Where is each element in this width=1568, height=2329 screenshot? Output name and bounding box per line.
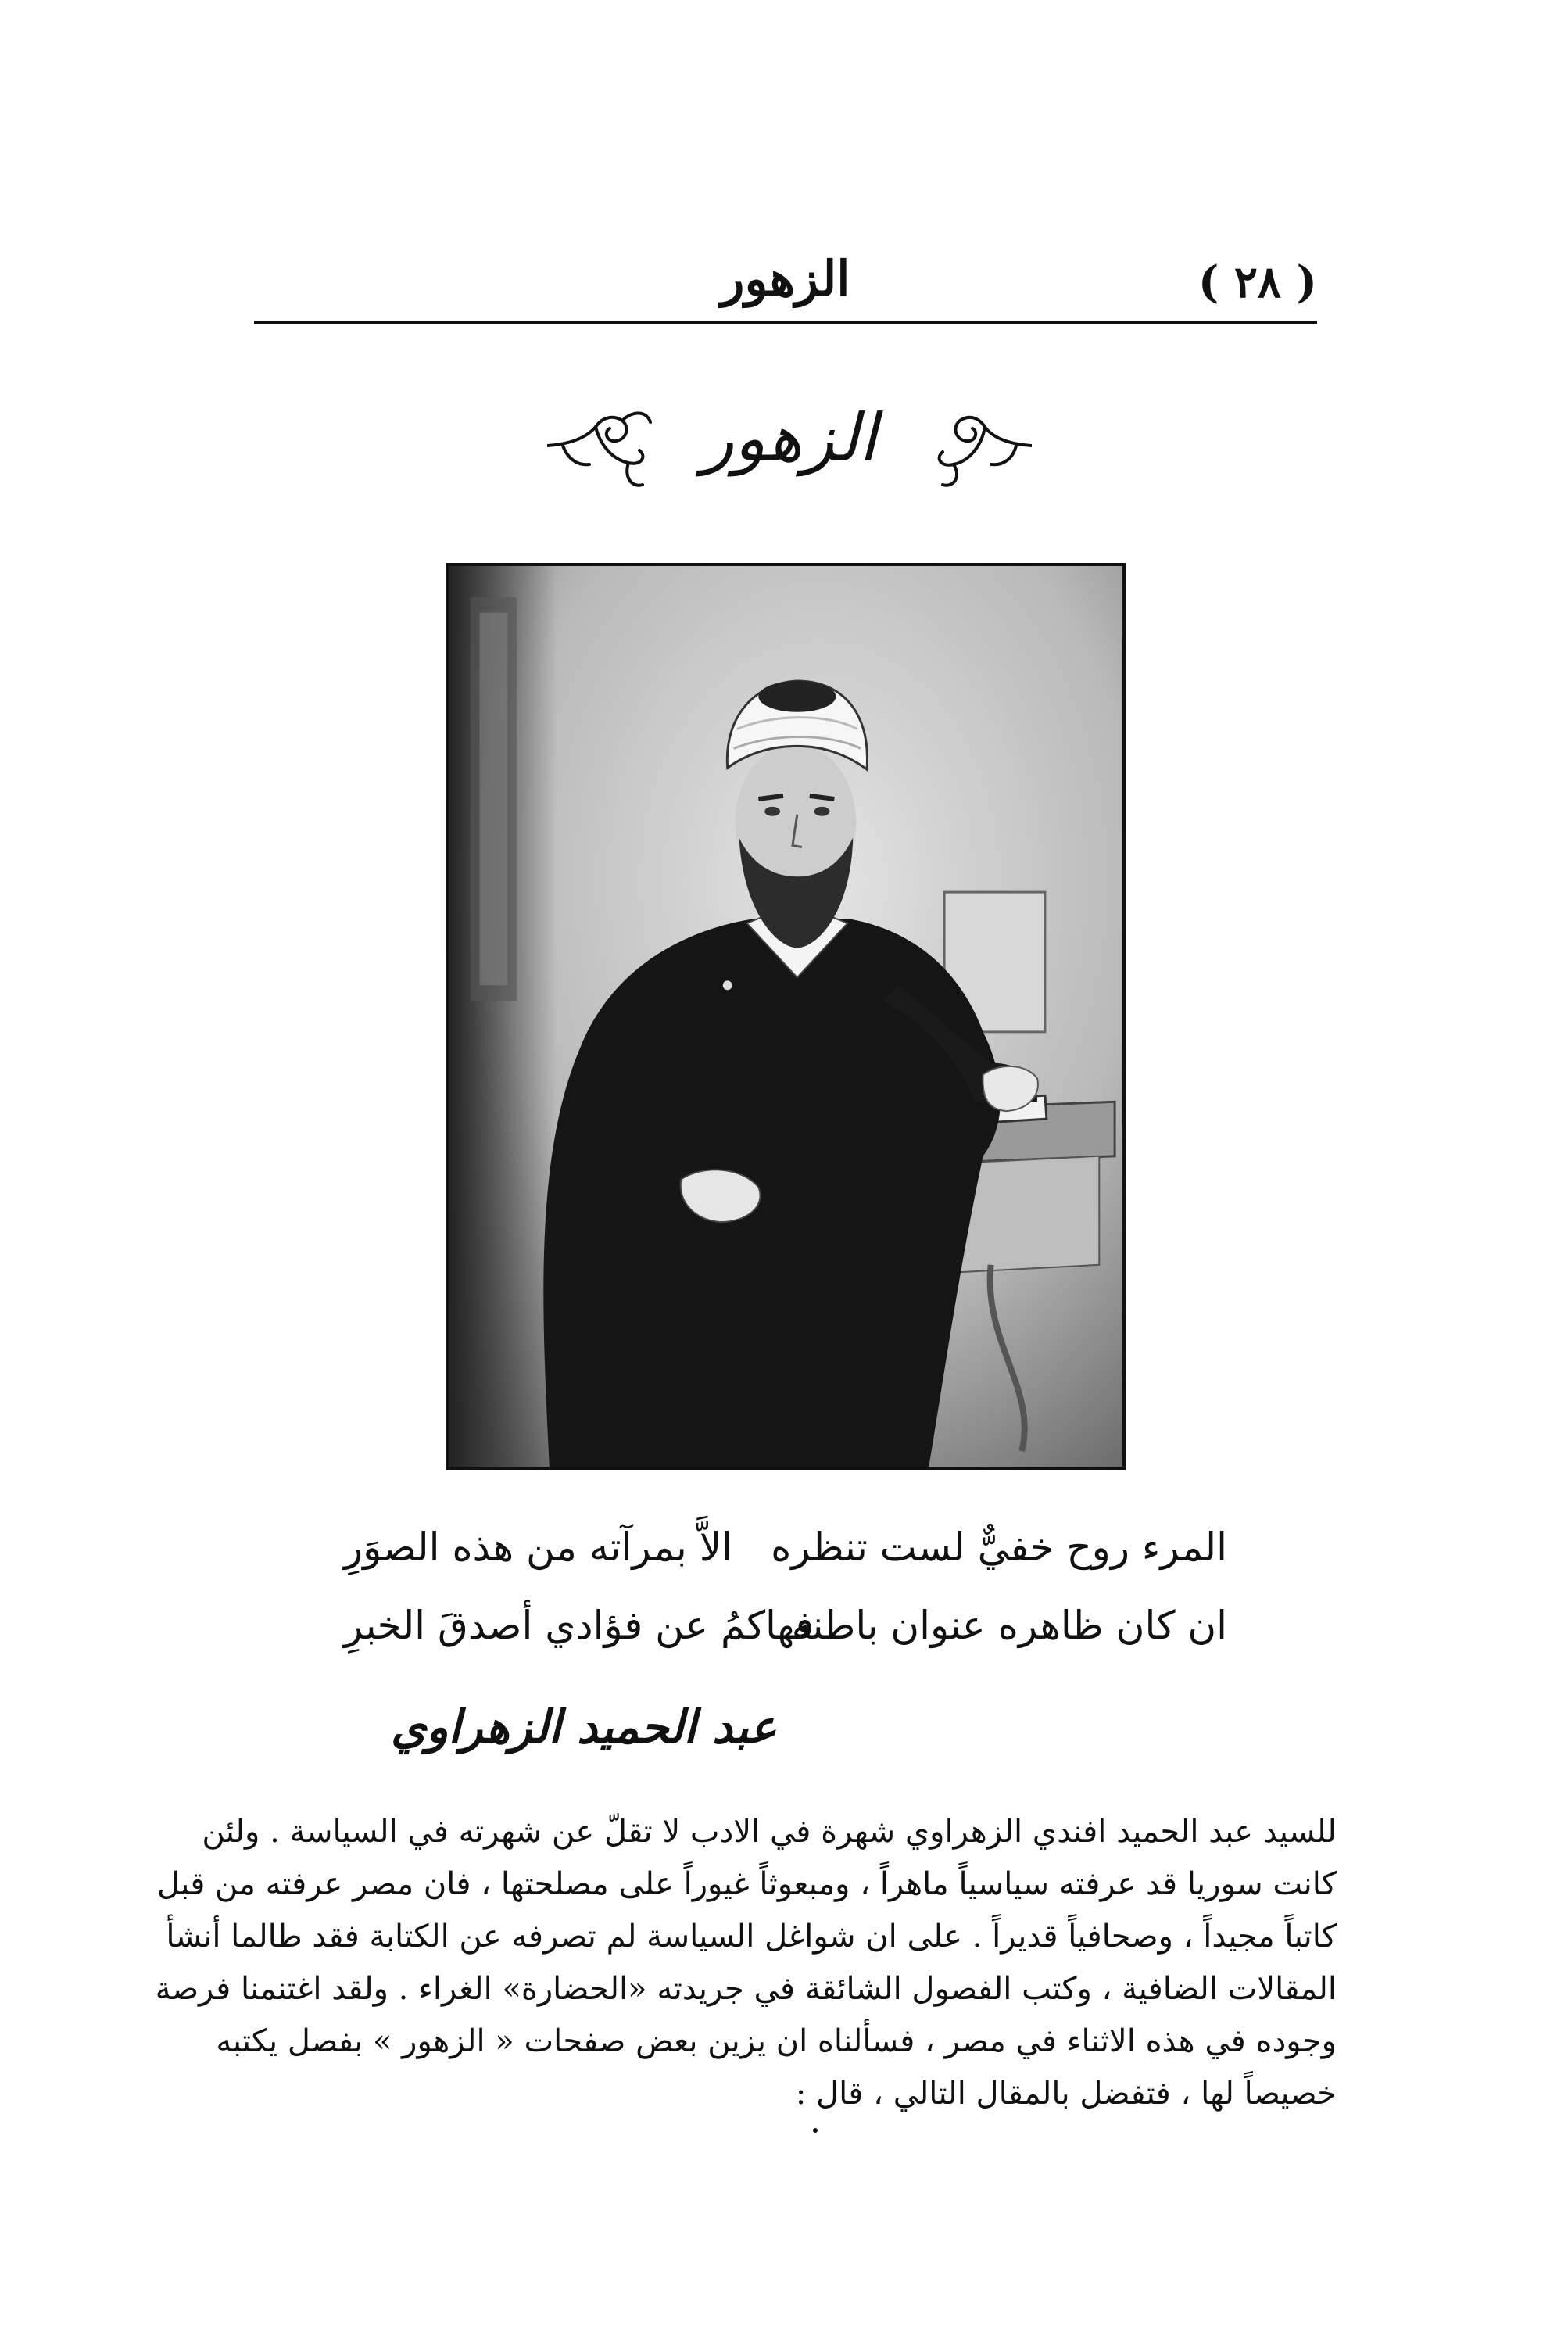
poem-verse (344, 1525, 1227, 1603)
poem (344, 1525, 1227, 1681)
body-line: المقالات الضافية ، وكتب الفصول الشائقة في جريدته «الحضارة» الغراء . ولقد اغتنمنا فرصة (155, 1971, 1337, 2007)
section-heading: الزهور (702, 400, 877, 476)
portrait-photo (446, 563, 1126, 1470)
verse-first-hemistich: المرء روح خفيٌّ لست تنظره (771, 1525, 1227, 1570)
header-rule (254, 321, 1317, 324)
author-signature: عبد الحميد الزهراوي (391, 1700, 777, 1754)
body-paragraph (155, 1806, 1337, 2120)
body-line: وجوده في هذه الاثناء في مصر ، فسألناه ان يزين بعض صفحات « الزهور » بفصل يكتبه (216, 2023, 1337, 2059)
body-line: كاتباً مجيداً ، وصحافياً قديراً . على ان شواغل السياسة لم تصرفه عن الكتابة فقد طالما أنشأ (166, 1919, 1337, 1955)
body-line: للسيد عبد الحميد افندي الزهراوي شهرة في الادب لا تقلّ عن شهرته في السياسة . ولئن (202, 1814, 1337, 1850)
running-title: الزهور (721, 250, 850, 307)
page-number: ( ٢٨ ) (1197, 256, 1317, 308)
poem-verse (344, 1603, 1227, 1681)
portrait-photograph-icon (449, 566, 1122, 1467)
verse-second-hemistich: الاَّ بمرآته من هذه الصوَرِ (344, 1525, 733, 1570)
page-header (254, 250, 1317, 321)
body-line: خصيصاً لها ، فتفضل بالمقال التالي ، قال : (795, 2076, 1337, 2112)
verse-first-hemistich: ان كان ظاهره عنوان باطنه (791, 1603, 1227, 1648)
body-line: كانت سوريا قد عرفته سياسياً ماهراً ، ومبعوثاً غيوراً على مصلحتها ، فان مصر عرفته من قبل (156, 1866, 1337, 1902)
verse-second-hemistich: فهاكمُ عن فؤادي أصدقَ الخبرِ (344, 1603, 814, 1648)
section-heading-ornament (547, 383, 1032, 500)
end-mark (813, 2128, 818, 2133)
